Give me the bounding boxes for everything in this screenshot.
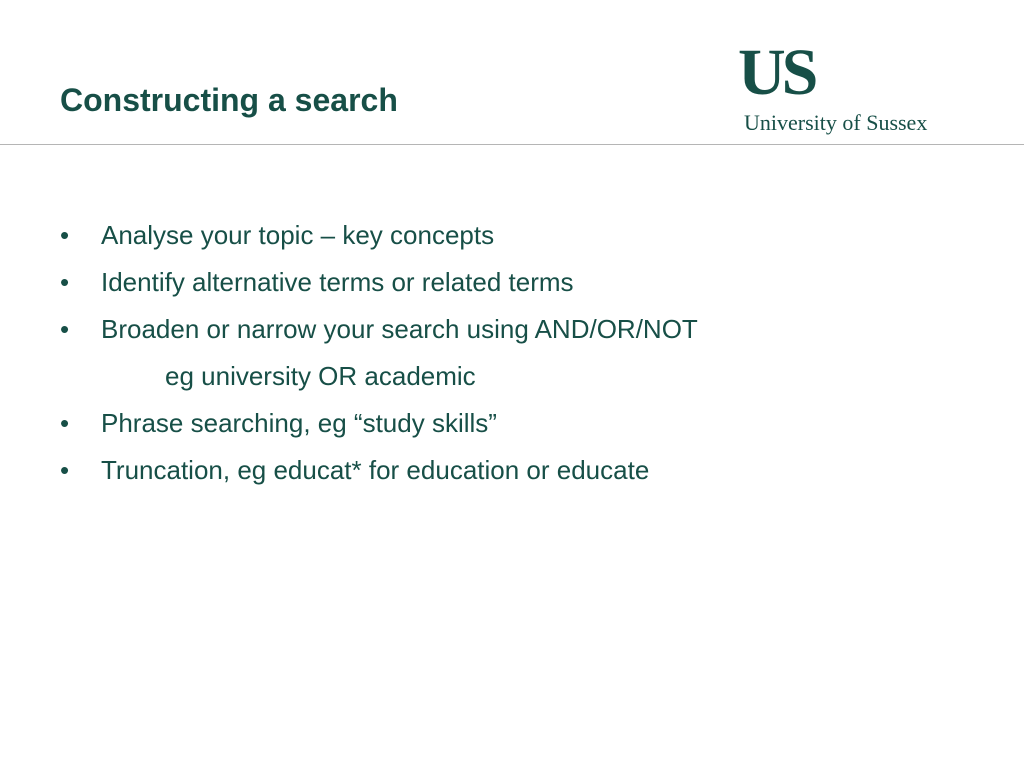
bullet-item bbox=[60, 306, 980, 353]
bullet-icon: • bbox=[60, 267, 70, 297]
logo-mark: US bbox=[738, 36, 815, 109]
bullet-icon: • bbox=[60, 314, 70, 344]
bullet-icon: • bbox=[60, 408, 70, 438]
bullet-text: Truncation, eg educat* for education or educate bbox=[101, 455, 650, 485]
bullet-text: Identify alternative terms or related terms bbox=[101, 267, 574, 297]
header-divider bbox=[0, 144, 1024, 145]
bullet-item bbox=[60, 447, 980, 494]
logo-wordmark: University of Sussex bbox=[744, 110, 928, 135]
bullet-icon: • bbox=[60, 220, 70, 250]
bullet-text: Analyse your topic – key concepts bbox=[101, 220, 495, 250]
bullet-list bbox=[60, 212, 980, 494]
bullet-item bbox=[60, 212, 980, 259]
bullet-item bbox=[60, 259, 980, 306]
slide-title: Constructing a search bbox=[60, 82, 398, 118]
bullet-text: Phrase searching, eg “study skills” bbox=[101, 408, 497, 438]
sub-bullet-example: eg university OR academic bbox=[165, 361, 476, 391]
bullet-text: Broaden or narrow your search using AND/OR/NOT bbox=[101, 314, 698, 344]
bullet-icon: • bbox=[60, 455, 70, 485]
bullet-item bbox=[60, 400, 980, 447]
university-logo bbox=[738, 36, 968, 140]
